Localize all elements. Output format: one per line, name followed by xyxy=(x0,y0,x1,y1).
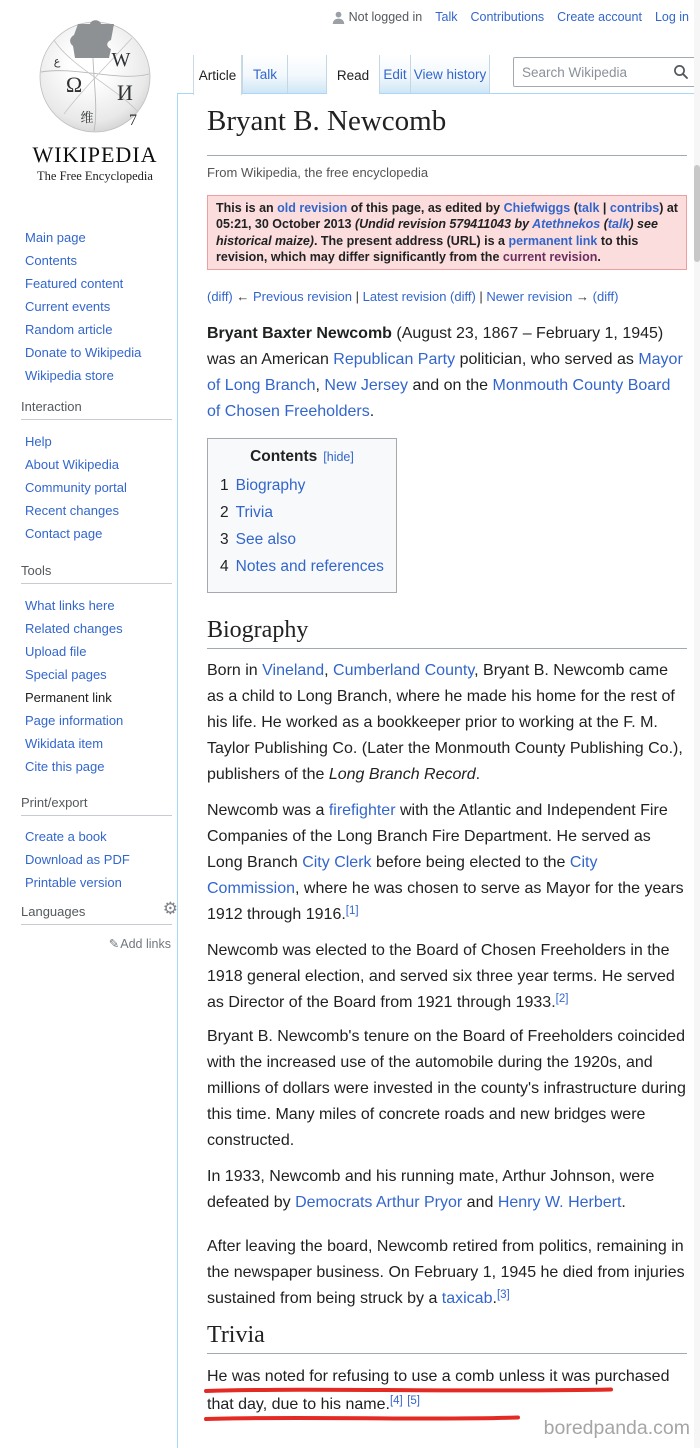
wiki-link[interactable]: Chiefwiggs xyxy=(503,201,571,215)
sidebar-navigation xyxy=(25,226,175,387)
wiki-link[interactable]: Latest revision (diff) xyxy=(362,289,476,304)
reference-link[interactable]: [1] xyxy=(345,905,359,917)
sidebar-interaction-list xyxy=(25,430,175,545)
reference-link[interactable]: [4] xyxy=(389,1395,403,1407)
sidebar-tools-list xyxy=(25,594,175,778)
wiki-link[interactable]: (diff) xyxy=(592,289,619,304)
reference-link[interactable]: [3] xyxy=(496,1289,510,1301)
sidebar-heading-interaction: Interaction xyxy=(21,399,172,420)
personal-create-account-link[interactable]: Create account xyxy=(557,10,642,24)
text-run: After leaving the board, Newcomb retired from politics, remaining in the newspaper business. On February 1, 1945 he died from injuries sustained from being struck by a xyxy=(207,1238,685,1307)
sidebar-heading-languages: Languages ⚙ xyxy=(21,904,172,925)
text-run: ( xyxy=(600,217,608,232)
wiki-link[interactable]: Democrats Arthur Pryor xyxy=(295,1194,463,1211)
sidebar-item-recent-changes[interactable]: Recent changes xyxy=(25,503,119,518)
sidebar-item-upload-file[interactable]: Upload file xyxy=(25,644,87,659)
text-run: politician, who served as xyxy=(455,351,639,368)
sidebar-item-create-a-book[interactable]: Create a book xyxy=(25,829,107,844)
text-run: | xyxy=(352,289,363,304)
sidebar-item-contents[interactable]: Contents xyxy=(25,253,78,268)
wiki-link[interactable]: contribs xyxy=(609,201,660,215)
toc-item-biography[interactable]: 1 Biography xyxy=(220,477,306,494)
biography-paragraph-1 xyxy=(207,658,687,788)
sidebar-item-printable-version[interactable]: Printable version xyxy=(25,875,122,890)
scrollbar-thumb[interactable] xyxy=(694,165,700,262)
personal-login-link[interactable]: Log in xyxy=(654,10,689,24)
user-status xyxy=(332,10,423,24)
wiki-link[interactable]: Mayor of Long Branch xyxy=(207,351,683,394)
sidebar-item-special-pages[interactable]: Special pages xyxy=(25,667,107,682)
wiki-link[interactable]: (diff) xyxy=(207,289,233,304)
sidebar-item-about[interactable]: About Wikipedia xyxy=(25,457,119,472)
section-heading-trivia: Trivia xyxy=(207,1321,687,1354)
tab-article[interactable]: Article xyxy=(193,55,242,95)
sidebar-item-main-page[interactable]: Main page xyxy=(25,230,86,245)
search-icon[interactable] xyxy=(673,64,689,80)
biography-paragraph-5 xyxy=(207,1164,687,1216)
personal-talk-link[interactable]: Talk xyxy=(435,10,458,24)
sidebar-item-download-pdf[interactable]: Download as PDF xyxy=(25,852,130,867)
tab-view-history[interactable]: View history xyxy=(410,55,490,93)
text-run: with the Atlantic and Independent Fire Companies of the Long Branch Fire Department. He served as Long Branch xyxy=(207,802,668,871)
biography-paragraph-3 xyxy=(207,938,687,1017)
text-run: Long Branch Record xyxy=(328,766,476,783)
user-icon xyxy=(332,11,345,24)
sidebar-item-cite-this-page[interactable]: Cite this page xyxy=(25,759,105,774)
wikipedia-tagline: The Free Encyclopedia xyxy=(37,169,153,183)
text-run: . xyxy=(492,1290,497,1307)
biography-paragraph-6 xyxy=(207,1234,687,1313)
text-run: | xyxy=(475,289,487,304)
biography-paragraph-2 xyxy=(207,798,687,929)
wiki-link[interactable]: City Clerk xyxy=(302,854,372,871)
search-box xyxy=(513,57,696,87)
pencil-icon: ✎ xyxy=(108,937,121,951)
sidebar-item-donate[interactable]: Donate to Wikipedia xyxy=(25,345,142,360)
text-run: and on the xyxy=(408,377,493,394)
text-run: This is an xyxy=(216,201,278,215)
tab-read[interactable]: Read xyxy=(327,55,379,95)
text-run: . xyxy=(475,766,481,783)
wiki-link[interactable]: current revision xyxy=(502,249,598,264)
svg-text:7: 7 xyxy=(129,112,137,129)
text-run: (Undid revision 579411043 by xyxy=(354,217,533,232)
wiki-link[interactable]: permanent link xyxy=(508,233,598,248)
text-run: ( xyxy=(570,201,578,215)
add-links-button[interactable]: ✎ Add links xyxy=(108,937,171,951)
svg-text:W: W xyxy=(111,49,131,71)
wiki-link[interactable]: Monmouth County Board of Chosen Freeholders xyxy=(207,377,671,420)
svg-text:И: И xyxy=(117,80,133,105)
text-run: . The present address (URL) is a xyxy=(313,233,509,248)
text-run: to this revision, which may differ significantly from the xyxy=(216,233,639,264)
wikipedia-logo[interactable] xyxy=(15,20,175,184)
text-run: Bryant Baxter Newcomb xyxy=(207,325,392,342)
lead-paragraph xyxy=(207,321,687,425)
sidebar-item-store[interactable]: Wikipedia store xyxy=(25,368,114,383)
sidebar-item-featured-content[interactable]: Featured content xyxy=(25,276,124,291)
svg-text:ع: ع xyxy=(53,55,61,68)
content-top-border xyxy=(177,93,700,94)
text-run: → xyxy=(572,289,593,304)
user-status-label: Not logged in xyxy=(348,10,423,24)
text-run: Newcomb was elected to the Board of Chosen Freeholders in the 1918 general election, and served six three year terms. He served as Director of the Board from 1921 through 1933. xyxy=(207,942,675,1011)
wiki-link[interactable]: City Commission xyxy=(207,854,598,897)
text-run: . xyxy=(597,249,601,264)
language-settings-gear-icon[interactable]: ⚙ xyxy=(162,899,178,918)
sidebar-item-what-links-here[interactable]: What links here xyxy=(25,598,115,613)
reference-link[interactable]: [2] xyxy=(555,993,569,1005)
sidebar-item-contact[interactable]: Contact page xyxy=(25,526,103,541)
svg-text:Ω: Ω xyxy=(65,72,83,97)
sidebar-item-community-portal[interactable]: Community portal xyxy=(25,480,127,495)
text-run: Bryant B. Newcomb's tenure on the Board of Freeholders coincided with the increased use of the automobile during the 1920s, and millions of dollars were invested in the county's infrastructure during this time. Many miles of concrete roads and new bridges were constructed. xyxy=(207,1028,686,1149)
wiki-link[interactable]: Atethnekos xyxy=(532,217,601,232)
text-run: . xyxy=(369,403,375,420)
sidebar-item-random-article[interactable]: Random article xyxy=(25,322,113,337)
content-left-border xyxy=(177,94,178,1448)
sidebar-heading-print-export: Print/export xyxy=(21,795,172,816)
personal-contributions-link[interactable]: Contributions xyxy=(470,10,545,24)
toc-hide-toggle[interactable]: [hide] xyxy=(323,450,354,464)
tab-spacer xyxy=(287,55,327,93)
sidebar-item-wikidata-item[interactable]: Wikidata item xyxy=(25,736,104,751)
text-run: and xyxy=(462,1194,498,1211)
text-run: In 1933, Newcomb and his running mate, Arthur Johnson, were defeated by xyxy=(207,1168,655,1211)
wiki-link[interactable]: firefighter xyxy=(328,802,396,819)
text-run: Born in xyxy=(207,662,263,679)
wikipedia-wordmark: WIKIPEDIA xyxy=(32,142,158,167)
biography-paragraph-4 xyxy=(207,1024,687,1154)
sidebar-item-permanent-link: Permanent link xyxy=(25,690,112,705)
text-run: ) at 05:21, 30 October 2013 xyxy=(216,201,678,232)
trivia-paragraph xyxy=(207,1363,687,1420)
text-run: , Bryant B. Newcomb came as a child to Long Branch, where he made his home for the rest of his life. He worked as a bookkeeper prior to working at the F. M. Taylor Publishing Co. (Later the Monmouth County Publishing Co.), publishers of the xyxy=(207,662,683,783)
tab-talk[interactable]: Talk xyxy=(242,55,287,93)
text-run: . xyxy=(621,1194,626,1211)
wiki-link[interactable]: Vineland xyxy=(262,662,325,679)
text-run: of this page, as edited by xyxy=(347,201,504,215)
wiki-link[interactable]: Previous revision xyxy=(253,289,352,304)
page-title: Bryant B. Newcomb xyxy=(207,104,687,156)
watermark: boredpanda.com xyxy=(543,1417,690,1439)
text-run: , where he was chosen to serve as Mayor for the years 1912 through 1916. xyxy=(207,880,684,923)
sidebar-item-current-events[interactable]: Current events xyxy=(25,299,111,314)
sidebar-item-page-information[interactable]: Page information xyxy=(25,713,124,728)
sidebar-item-related-changes[interactable]: Related changes xyxy=(25,621,123,636)
sidebar-heading-tools: Tools xyxy=(21,563,172,584)
wiki-link[interactable]: Cumberland County xyxy=(333,662,475,679)
svg-text:维: 维 xyxy=(80,111,94,126)
wiki-link[interactable]: New Jersey xyxy=(324,377,408,394)
wiki-link[interactable]: taxicab xyxy=(441,1290,493,1307)
wiki-link[interactable]: Newer revision xyxy=(486,289,573,304)
wiki-link[interactable]: Henry W. Herbert xyxy=(497,1194,622,1211)
sidebar-item-help[interactable]: Help xyxy=(25,434,52,449)
toc-title: Contents [hide] xyxy=(250,448,354,465)
text-run: | xyxy=(599,201,610,215)
reference-link[interactable]: [5] xyxy=(407,1395,420,1407)
revision-navigation xyxy=(207,289,687,304)
wiki-link[interactable]: old revision xyxy=(277,201,348,215)
toc-item-see-also[interactable]: 3 See also xyxy=(220,531,296,548)
wiki-link[interactable]: talk xyxy=(607,217,630,232)
wiki-link[interactable]: Republican Party xyxy=(333,351,456,368)
text-run: before being elected to the xyxy=(371,854,570,871)
text-run: He was noted for refusing to use a comb unless it was purchased that day, due to his name. xyxy=(207,1368,670,1413)
text-run: , xyxy=(315,377,325,394)
text-run: , xyxy=(324,662,334,679)
text-run: ← xyxy=(232,289,253,304)
search-input[interactable] xyxy=(513,57,696,87)
sidebar-print-list xyxy=(25,825,175,894)
section-heading-biography: Biography xyxy=(207,616,687,649)
personal-bar xyxy=(332,10,689,24)
text-run: ) see historical maize) xyxy=(216,217,658,248)
site-subtitle: From Wikipedia, the free encyclopedia xyxy=(207,165,429,180)
text-run: (August 23, 1867 – February 1, 1945) was an American xyxy=(207,325,664,368)
old-revision-notice xyxy=(207,195,687,270)
text-run: Newcomb was a xyxy=(207,802,329,819)
table-of-contents xyxy=(207,438,397,593)
toc-item-trivia[interactable]: 2 Trivia xyxy=(220,504,273,521)
wikipedia-globe-icon xyxy=(34,20,156,134)
toc-item-notes[interactable]: 4 Notes and references xyxy=(220,558,384,575)
wiki-link[interactable]: talk xyxy=(577,201,600,215)
tab-edit[interactable]: Edit xyxy=(379,55,410,93)
